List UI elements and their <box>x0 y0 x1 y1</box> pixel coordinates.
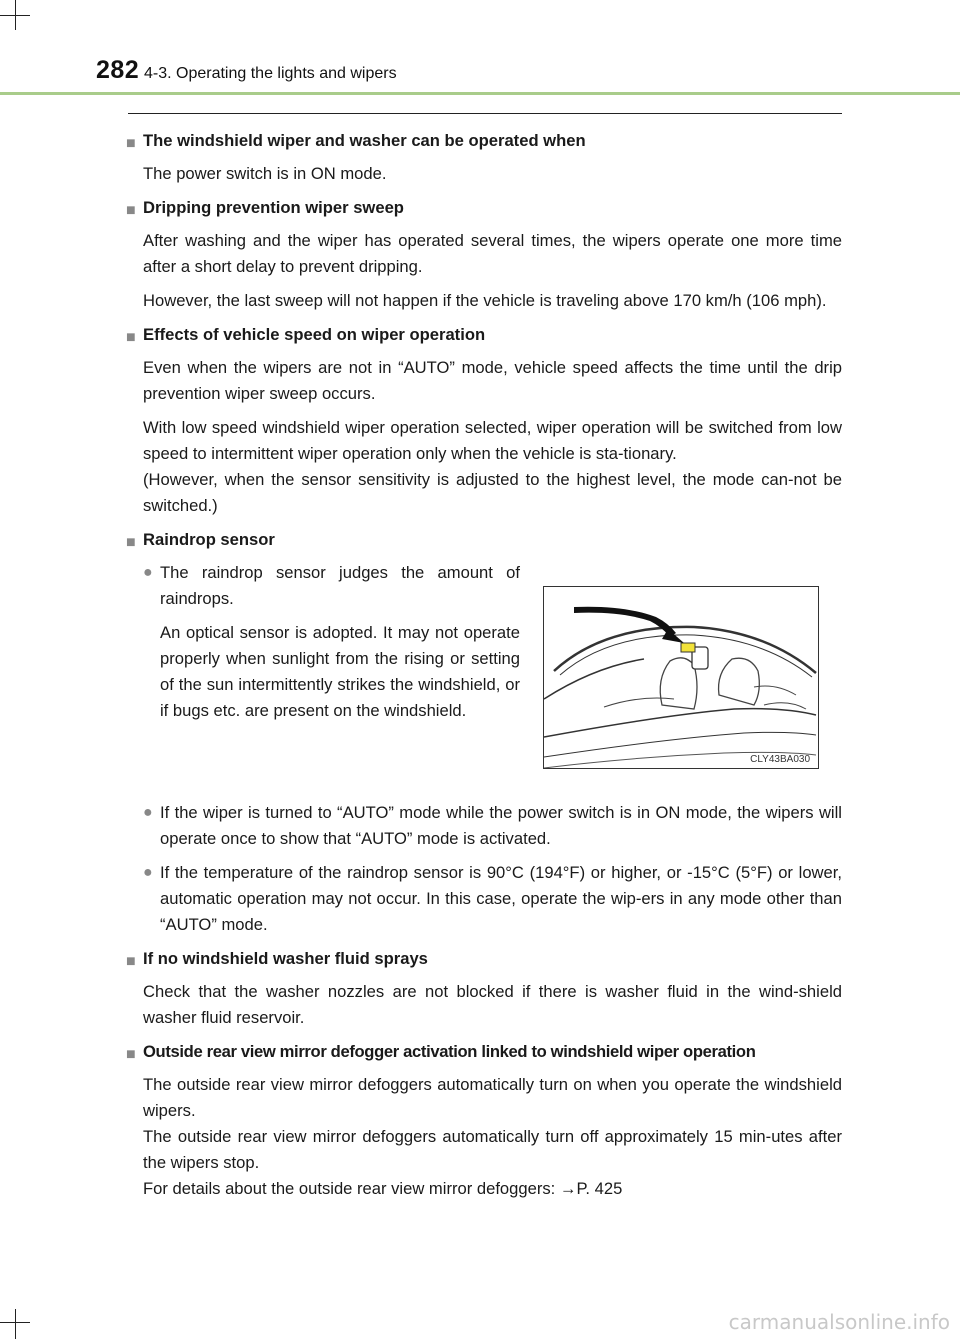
square-bullet-icon: ■ <box>126 135 136 152</box>
figure-label: CLY43BA030 <box>750 754 810 765</box>
bullet-sub-paragraph: An optical sensor is adopted. It may not operate properly when sunlight from the rising or setting of the sun intermittently strikes the windshield, or if bugs etc. are present on the windshield. <box>160 623 520 720</box>
paragraph: Even when the wipers are not in “AUTO” mode, vehicle speed affects the time until the drip prevention wiper sweep occurs. <box>143 358 842 403</box>
circle-bullet-icon: ● <box>143 564 153 581</box>
crop-mark-bottom-left-h <box>0 1322 30 1323</box>
circle-bullet-icon: ● <box>143 864 153 881</box>
bullet-item: ● If the wiper is turned to “AUTO” mode while the power switch is in ON mode, the wipers will operate once to show that “AUTO” mode is activated. <box>126 800 842 852</box>
square-bullet-icon: ■ <box>126 329 136 346</box>
raindrop-sensor-block <box>126 560 842 792</box>
paragraph: The outside rear view mirror defoggers automatically turn on when you operate the windshield wipers. <box>143 1075 842 1120</box>
paragraph: However, the last sweep will not happen if the vehicle is traveling above 170 km/h (106 mph). <box>143 291 827 310</box>
heading-raindrop-sensor: ■ Raindrop sensor <box>126 527 842 553</box>
bullet-item: ● If the temperature of the raindrop sensor is 90°C (194°F) or higher, or -15°C (5°F) or lower, automatic operation may not occur. In this case, operate the wip-ers in any mode other than “AUTO” mode. <box>126 860 842 938</box>
paragraph: Check that the washer nozzles are not blocked if there is washer fluid in the wind-shield washer fluid reservoir. <box>143 982 842 1027</box>
paragraph: After washing and the wiper has operated several times, the wipers operate one more time after a short delay to prevent dripping. <box>143 231 842 276</box>
square-bullet-icon: ■ <box>126 202 136 219</box>
heading-dripping-prevention: ■ Dripping prevention wiper sweep <box>126 195 842 221</box>
heading-no-washer-fluid: ■ If no windshield washer fluid sprays <box>126 946 842 972</box>
heading-mirror-defogger: ■ Outside rear view mirror defogger activation linked to windshield wiper operation <box>126 1039 842 1065</box>
raindrop-sensor-text <box>126 560 520 732</box>
content-top-rule <box>128 113 842 114</box>
paragraph: With low speed windshield wiper operation selected, wiper operation will be switched from low speed to intermittent wiper operation only when the vehicle is sta-tionary. <box>143 418 842 463</box>
circle-bullet-icon: ● <box>143 804 153 821</box>
bullet-item: ● The raindrop sensor judges the amount of raindrops. An optical sensor is adopted. It may not operate properly when sunlight from the rising or setting of the sun intermittently strikes the windshield, or if bugs etc. are present on the windshield. <box>126 560 520 724</box>
paragraph: The outside rear view mirror defoggers automatically turn off approximately 15 min-utes after the wipers stop. <box>143 1127 842 1172</box>
square-bullet-icon: ■ <box>126 953 136 970</box>
paragraph: (However, when the sensor sensitivity is adjusted to the highest level, the mode can-not be switched.) <box>143 470 842 515</box>
header-rule <box>0 92 960 95</box>
heading-vehicle-speed-effects: ■ Effects of vehicle speed on wiper operation <box>126 322 842 348</box>
square-bullet-icon: ■ <box>126 1046 136 1063</box>
page-content <box>126 128 842 1202</box>
raindrop-sensor-figure <box>543 586 819 769</box>
heading-wiper-operable: ■ The windshield wiper and washer can be operated when <box>126 128 842 154</box>
crop-mark-bottom-left-v <box>15 1309 16 1339</box>
windshield-illustration <box>544 587 818 768</box>
crop-mark-top-left-h <box>0 15 30 16</box>
section-title: 4-3. Operating the lights and wipers <box>144 65 397 82</box>
square-bullet-icon: ■ <box>126 534 136 551</box>
page-number: 282 <box>96 56 140 84</box>
watermark: carmanualsonline.info <box>728 1310 950 1334</box>
paragraph: The power switch is in ON mode. <box>143 164 387 183</box>
paragraph-cross-reference: For details about the outside rear view mirror defoggers: →P. 425 <box>143 1179 623 1198</box>
